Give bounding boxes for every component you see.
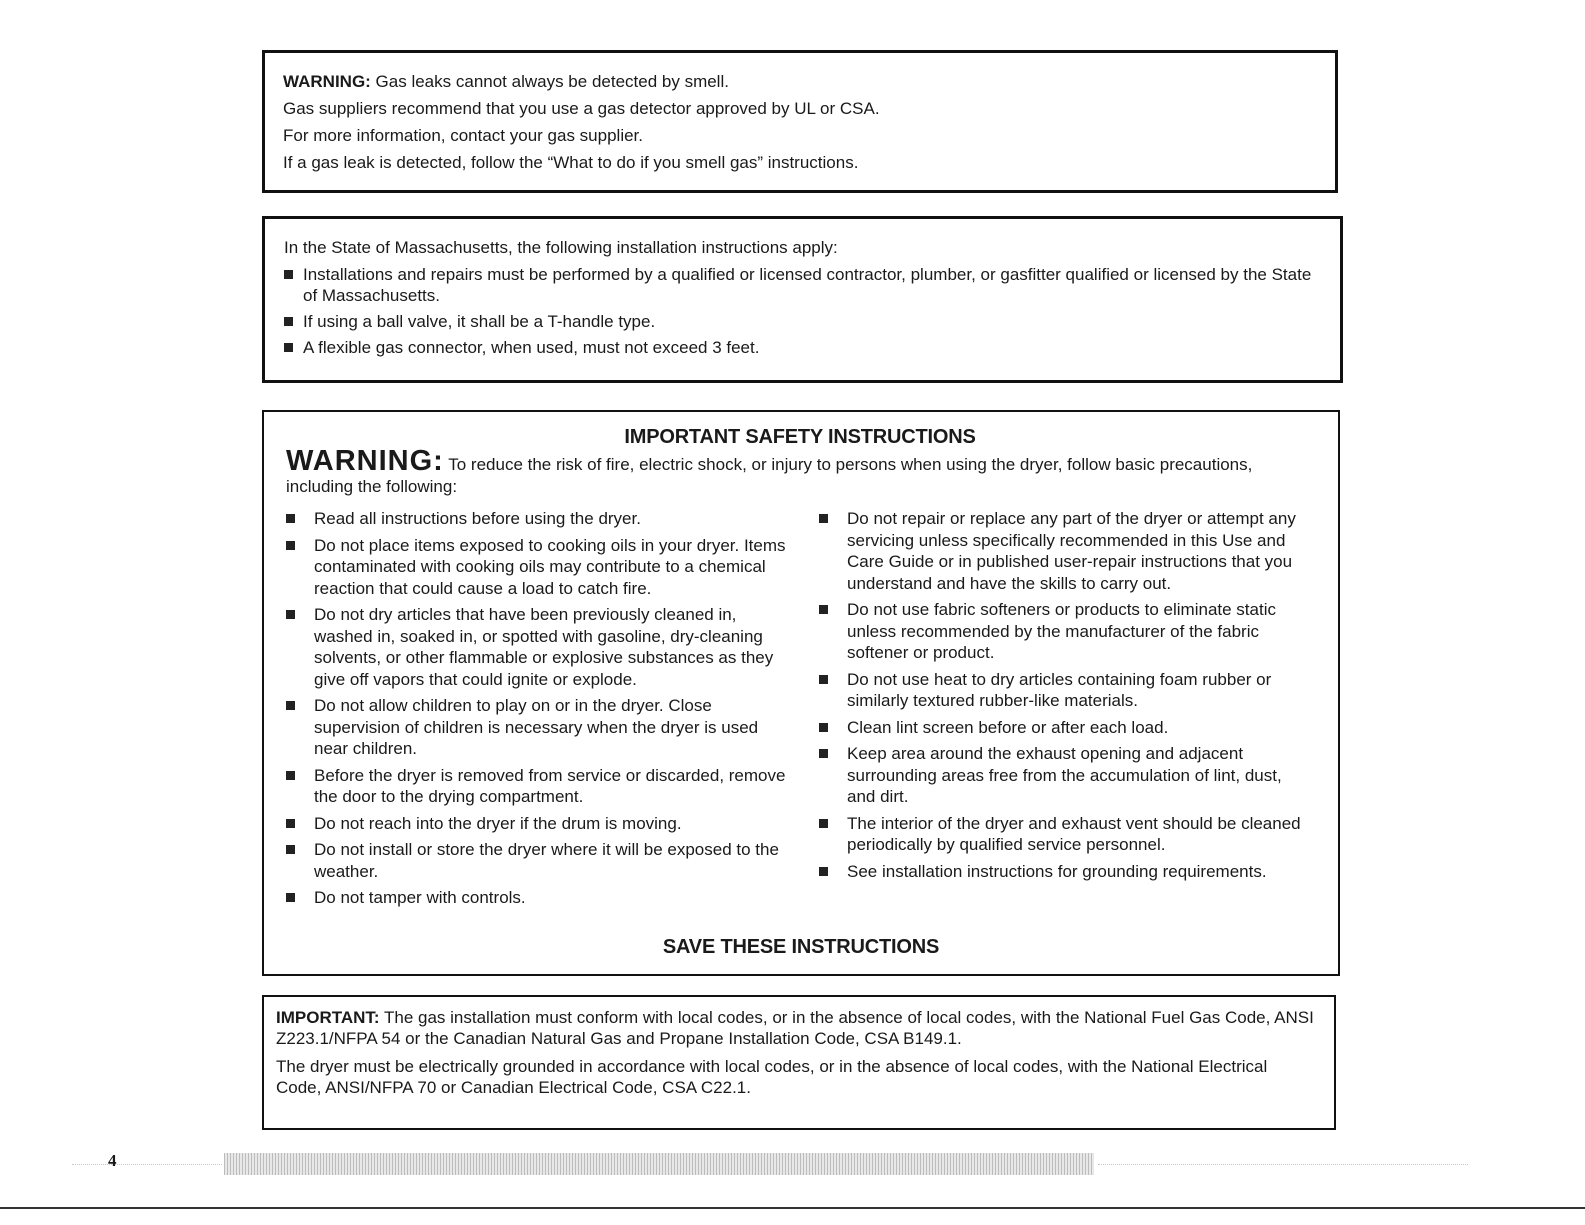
massachusetts-list [284, 264, 1320, 358]
gas-warning-line: Gas suppliers recommend that you use a gas detector approved by UL or CSA. [283, 99, 880, 118]
important-codes-box [262, 995, 1336, 1130]
gas-warning-lead [283, 68, 1315, 95]
list-item-text: Do not use fabric softeners or products to eliminate static unless recommended by the manufacturer of the fabric softener or product. [847, 600, 1276, 662]
list-item [819, 599, 1314, 664]
list-item-text: Do not reach into the dryer if the drum is moving. [314, 813, 682, 833]
list-item-text: Do not install or store the dryer where it will be exposed to the weather. [314, 840, 779, 881]
safety-columns [286, 508, 1314, 914]
save-instructions-title: SAVE THESE INSTRUCTIONS [662, 936, 940, 958]
bullet-square-icon [284, 343, 293, 352]
bullet-square-icon [284, 317, 293, 326]
gas-warning-line: If a gas leak is detected, follow the “What to do if you smell gas” instructions. [283, 153, 859, 172]
list-item-text: Do not use heat to dry articles containing foam rubber or similarly textured rubber-like materials. [847, 669, 1272, 710]
important-text: The gas installation must conform with local codes, or in the absence of local codes, with the National Fuel Gas Code, ANSI Z223.1/NFPA 54 or the Canadian Natural Gas and Propane Installation Code, CSA B149.1. [276, 1008, 1314, 1048]
list-item [819, 508, 1314, 594]
list-item [286, 508, 786, 530]
bullet-square-icon [819, 605, 828, 614]
gas-warning-box [262, 50, 1338, 193]
grounding-paragraph: The dryer must be electrically grounded in accordance with local codes, or in the absence of local codes, with the National Electrical Code, ANSI/NFPA 70 or Canadian Electrical Code, CSA C22.1. [276, 1057, 1268, 1097]
list-item [284, 311, 1320, 332]
footer-dotted-rule [1098, 1164, 1468, 1165]
list-item [819, 861, 1314, 883]
bullet-square-icon [286, 541, 295, 550]
important-paragraph [276, 1007, 1314, 1049]
bullet-square-icon [819, 675, 828, 684]
bullet-square-icon [819, 514, 828, 523]
bullet-square-icon [286, 514, 295, 523]
list-item-text: The interior of the dryer and exhaust vent should be cleaned periodically by qualified service personnel. [847, 813, 1301, 854]
massachusetts-intro: In the State of Massachusetts, the following installation instructions apply: [284, 238, 838, 257]
list-item-text: Read all instructions before using the dryer. [314, 509, 641, 528]
list-item-text: Do not dry articles that have been previously cleaned in, washed in, soaked in, or spotted with gasoline, dry-cleaning solvents, or other flammable or explosive substances as they give off vapors that could ignite or explode. [314, 605, 774, 689]
list-item [819, 717, 1314, 739]
bullet-square-icon [819, 867, 828, 876]
page-number: 4 [108, 1151, 117, 1170]
footer-dotted-rule [72, 1164, 222, 1165]
bullet-square-icon [819, 723, 828, 732]
gas-warning-line: For more information, contact your gas supplier. [283, 126, 643, 145]
gas-warning-label: WARNING: [283, 72, 371, 91]
list-item [286, 695, 786, 760]
list-item-text: Do not place items exposed to cooking oils in your dryer. Items contaminated with cooking oils may contribute to a chemical reaction that could cause a load to catch fire. [314, 535, 786, 598]
bullet-square-icon [286, 819, 295, 828]
list-item [286, 813, 786, 835]
safety-warning [286, 445, 1314, 498]
safety-instructions-box [262, 410, 1340, 976]
list-item [819, 669, 1314, 712]
list-item-text: Keep area around the exhaust opening and adjacent surrounding areas free from the accumulation of lint, dust, and dirt. [847, 744, 1282, 806]
list-item-text: Do not repair or replace any part of the dryer or attempt any servicing unless specifically recommended in this Use and Care Guide or in published user-repair instructions that you understand and have the skills to carry out. [847, 509, 1296, 593]
list-item-text: Do not allow children to play on or in the dryer. Close supervision of children is necessary when the dryer is used near children. [314, 696, 759, 758]
safety-title: IMPORTANT SAFETY INSTRUCTIONS [624, 426, 976, 448]
gas-warning-lead-text: Gas leaks cannot always be detected by smell. [370, 72, 729, 91]
list-item-text: See installation instructions for grounding requirements. [847, 861, 1267, 881]
bullet-square-icon [286, 771, 295, 780]
list-item [284, 264, 1320, 306]
bullet-square-icon [286, 893, 295, 902]
bullet-square-icon [819, 819, 828, 828]
list-item [284, 337, 1320, 358]
list-item-text: Before the dryer is removed from service or discarded, remove the door to the drying compartment. [314, 765, 786, 806]
list-item-text: Clean lint screen before or after each load. [847, 717, 1169, 737]
list-item-text: A flexible gas connector, when used, must not exceed 3 feet. [303, 338, 760, 357]
safety-left-list [286, 508, 786, 914]
footer-bar [224, 1153, 1094, 1175]
bullet-square-icon [286, 845, 295, 854]
safety-warning-label: WARNING: [286, 445, 444, 477]
massachusetts-box [262, 216, 1343, 383]
bullet-square-icon [819, 749, 828, 758]
bullet-square-icon [286, 610, 295, 619]
safety-warning-text: To reduce the risk of fire, electric shock, or injury to persons when using the dryer, follow basic precautions, including the following: [286, 455, 1253, 496]
list-item [286, 839, 786, 882]
bottom-rule [0, 1207, 1585, 1209]
important-label: IMPORTANT: [276, 1008, 380, 1027]
safety-right-list [819, 508, 1314, 914]
list-item [286, 604, 786, 690]
list-item-text: Installations and repairs must be performed by a qualified or licensed contractor, plumber, or gasfitter qualified or licensed by the State of Massachusetts. [303, 265, 1312, 305]
list-item [819, 743, 1314, 808]
bullet-square-icon [286, 701, 295, 710]
bullet-square-icon [284, 270, 293, 279]
list-item [286, 535, 786, 600]
list-item [286, 765, 786, 808]
list-item-text: Do not tamper with controls. [314, 888, 526, 907]
list-item [819, 813, 1314, 856]
list-item-text: If using a ball valve, it shall be a T-handle type. [303, 312, 656, 331]
list-item [286, 887, 786, 909]
